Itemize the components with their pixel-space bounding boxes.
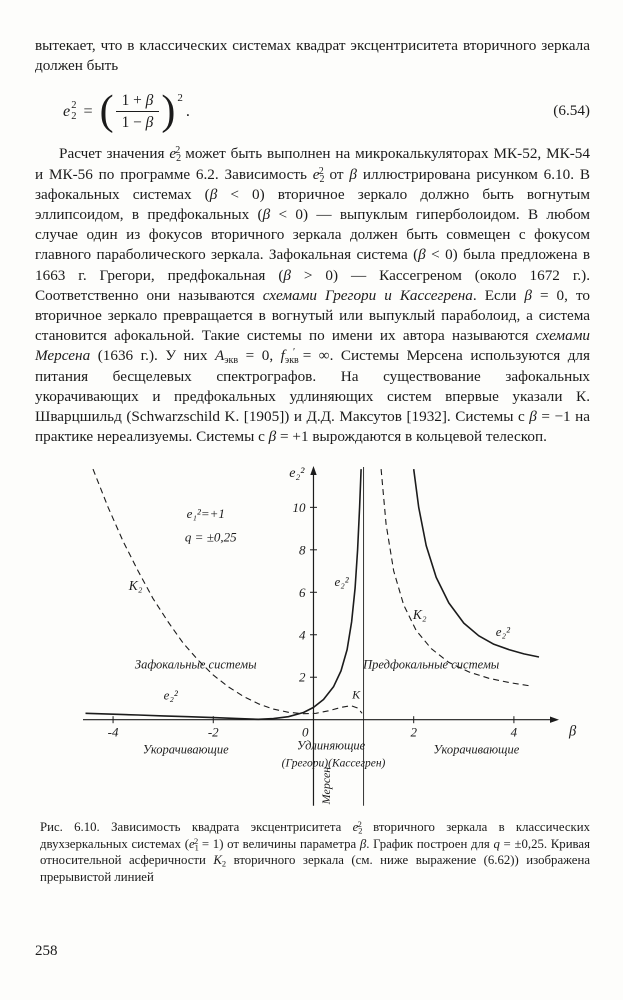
equation-exponent: 2 [177,91,183,104]
equation-content [63,87,190,134]
curve-k2-right [381,470,529,687]
svg-text:e₂²: e₂² [495,624,510,640]
svg-text:4: 4 [298,627,306,643]
svg-text:e₂²: e₂² [334,574,349,590]
equation-period: . [185,102,190,121]
svg-text:K₂: K₂ [412,607,427,623]
svg-text:-2: -2 [207,725,219,741]
x-axis-arrow [550,717,559,723]
fraction [116,91,160,132]
svg-text:β: β [569,724,577,741]
svg-text:4: 4 [510,725,518,741]
paragraph-intro: вытекает, что в классических системах квадрат эксцентриситета вторичного зеркала должен быть [35,37,590,75]
equation-variable: e [63,102,71,121]
svg-text:0: 0 [301,725,309,741]
y-axis-arrow [310,466,316,475]
figure-6-10 [35,457,590,885]
svg-text:K₂: K₂ [128,578,143,594]
svg-text:e₂²: e₂² [289,466,305,482]
equation-var-sup: 2 [71,100,77,112]
equation-var-supsub [71,100,76,122]
svg-text:Предфокальные системы: Предфокальные системы [363,658,500,673]
equation-var-sub: 2 [71,111,77,123]
open-paren: ( [99,87,114,134]
svg-text:Укорачивающие: Укорачивающие [433,743,520,758]
figure-caption: Рис. 6.10. Зависимость квадрата эксцентриситета $e_2^2$ вторичного зеркала в классических двухзеркальных системах $(e_1^2 = 1)$ от величины параметра β. График построен для q = ±0,25. Кривая относительной асферичности $K_2$ вторичного зеркала (см. ниже выражение (6.62)) изображена прерывистой линией [40,819,591,884]
svg-text:8: 8 [298,542,306,558]
fraction-numerator: 1 + β [121,91,154,109]
svg-text:10: 10 [292,500,306,516]
svg-text:Удлиняющие: Удлиняющие [296,738,366,753]
svg-text:Зафокальные системы: Зафокальные системы [134,658,257,673]
svg-text:e₁²=+1: e₁²=+1 [186,506,225,522]
svg-text:6: 6 [298,585,306,601]
svg-text:e₂²: e₂² [163,687,178,703]
equation-number: (6.54) [553,102,590,120]
paragraph-main: Расчет значения $e_2^2$ может быть выполнен на микрокалькуляторах МК-52, МК-54 и МК-56 по программе 6.2. Зависимость $e_2^2$ от β иллюстрирована рисунком 6.10. В зафокальных системах (β < 0) вторичное зеркало должно быть вогнутым эллипсоидом, в предфокальных (β < 0) — выпуклым гиперболоидом. В любом случае один из фокусов вторичного зеркала должен быть совмещен с фокусом главного параболического зеркала. Зафокальная система (β < 0) была предложена в 1663 г. Грегори, предфокальная (β > 0) — Кассегреном (около 1672 г.). Соответственно они называются схемами Грегори и Кассегрена. Если β = 0, то вторичное зеркало превращается в вогнутый или выпуклый параболоид, а система становится афокальной. Такие системы по имени их автора называются схемами Мерсена (1636 г.). У них $A_{экв} = 0$, $f_{экв}'$ = ∞. Системы Мерсена используются для питания бесщелевых спектрографов. На существование зафокальных укорачивающих и предфокальных удлиняющих систем впервые указали К. Шварцшильд (Schwarzschild K. [1905]) и Д.Д. Максутов [1932]. Системы с β = −1 на практике нереализуемы. Системы с β = +1 вырождаются в кольцевой телескоп. [35,145,590,446]
equation-equals: = [83,102,93,121]
page-number: 258 [35,943,58,959]
close-paren: ) [161,87,176,134]
svg-text:q = ±0,25: q = ±0,25 [184,529,237,545]
svg-text:-4: -4 [107,725,119,741]
svg-text:Мерсен: Мерсен [319,767,334,805]
figure-chart [27,457,587,817]
svg-text:2: 2 [410,725,417,741]
svg-text:Укорачивающие: Укорачивающие [142,743,229,758]
svg-text:(Грегори)(Кассегрен): (Грегори)(Кассегрен) [281,757,386,770]
fraction-denominator: 1 − β [116,111,160,132]
svg-text:2: 2 [298,670,306,686]
equation-6-54 [35,85,590,137]
curve-e2-squared-right [414,470,539,658]
svg-text:К: К [352,687,361,702]
equation-lhs [63,100,76,122]
